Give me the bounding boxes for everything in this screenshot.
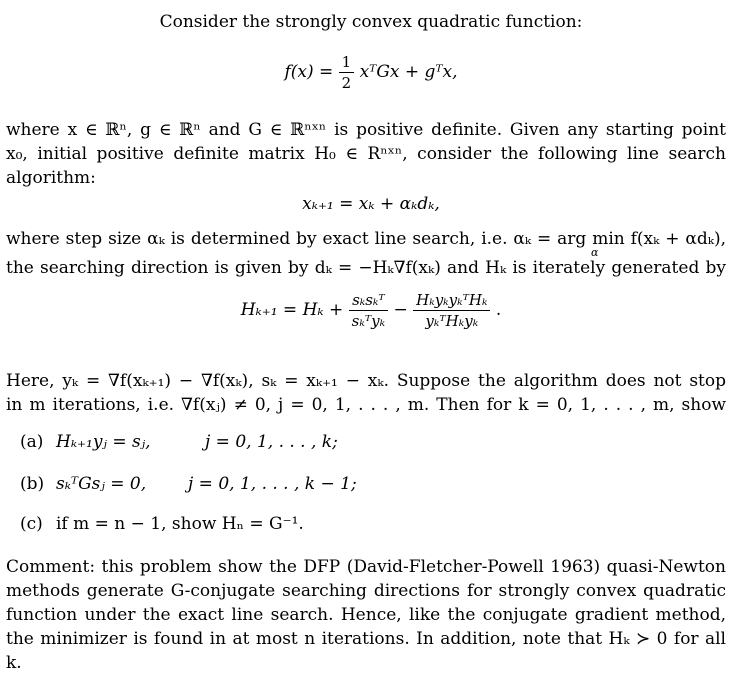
second-update-fraction [413, 290, 490, 331]
function-rhs: xᵀGx + gᵀx, [359, 62, 458, 82]
item-b-label: (b) [20, 474, 45, 494]
paragraph-2-line-2: the searching direction is given by dₖ = −Hₖ∇f(xₖ) and Hₖ is iterately generated by [6, 258, 726, 278]
paragraph-3-line-2: in m iterations, i.e. ∇f(xⱼ) ≠ 0, j = 0, 1, . . . , m. Then for k = 0, 1, . . . , m, show [6, 395, 726, 415]
item-a-label: (a) [20, 432, 44, 452]
update-end: . [495, 300, 502, 320]
second-fraction-denominator: yₖᵀHₖyₖ [413, 310, 490, 331]
dfp-update-equation [0, 290, 742, 350]
comment-line-5: k. [6, 653, 22, 673]
paragraph-1-line-1: where x ∈ ℝⁿ, g ∈ ℝⁿ and G ∈ ℝⁿˣⁿ is positive definite. Given any starting point [6, 120, 726, 140]
comment-line-1: Comment: this problem show the DFP (David-Fletcher-Powell 1963) quasi-Newton [6, 557, 726, 577]
one-half-fraction [339, 52, 355, 93]
comment-line-2: methods generate G-conjugate searching directions for strongly convex quadratic [6, 581, 726, 601]
argmin-subscript: α [591, 246, 599, 259]
paragraph-3-line-1: Here, yₖ = ∇f(xₖ₊₁) − ∇f(xₖ), sₖ = xₖ₊₁ − xₖ. Suppose the algorithm does not stop [6, 371, 726, 391]
first-fraction-numerator: sₖsₖᵀ [352, 291, 385, 309]
second-fraction-numerator: HₖyₖyₖᵀHₖ [416, 291, 488, 309]
item-b-range: j = 0, 1, . . . , k − 1; [188, 474, 357, 494]
item-c-label: (c) [20, 514, 43, 534]
intro-line: Consider the strongly convex quadratic function: [159, 12, 583, 32]
comment-line-3: function under the exact line search. Hence, like the conjugate gradient method, [6, 605, 726, 625]
half-numerator: 1 [341, 53, 352, 71]
function-definition [0, 52, 742, 102]
first-fraction-denominator: sₖᵀyₖ [349, 310, 388, 331]
comment-line-4: the minimizer is found in at most n iterations. In addition, note that Hₖ ≻ 0 for all [6, 629, 726, 649]
iteration-equation: xₖ₊₁ = xₖ + αₖdₖ, [302, 194, 440, 214]
half-denominator: 2 [339, 72, 355, 93]
update-lhs: Hₖ₊₁ = Hₖ + [240, 300, 344, 320]
item-b-equation: sₖᵀGsⱼ = 0, [56, 474, 147, 494]
first-update-fraction [349, 290, 388, 331]
item-c-text: if m = n − 1, show Hₙ = G⁻¹. [56, 514, 304, 534]
update-minus: − [393, 300, 408, 320]
item-a-range: j = 0, 1, . . . , k; [205, 432, 338, 452]
item-a-equation: Hₖ₊₁yⱼ = sⱼ, [56, 432, 151, 452]
paragraph-2-line-1: where step size αₖ is determined by exact line search, i.e. αₖ = arg min f(xₖ + αdₖ), [6, 229, 726, 249]
function-lhs: f(x) = [284, 62, 334, 82]
paragraph-1-line-3: algorithm: [6, 168, 96, 188]
paragraph-1-line-2: x₀, initial positive definite matrix H₀ ∈ Rⁿˣⁿ, consider the following line search [6, 144, 726, 164]
